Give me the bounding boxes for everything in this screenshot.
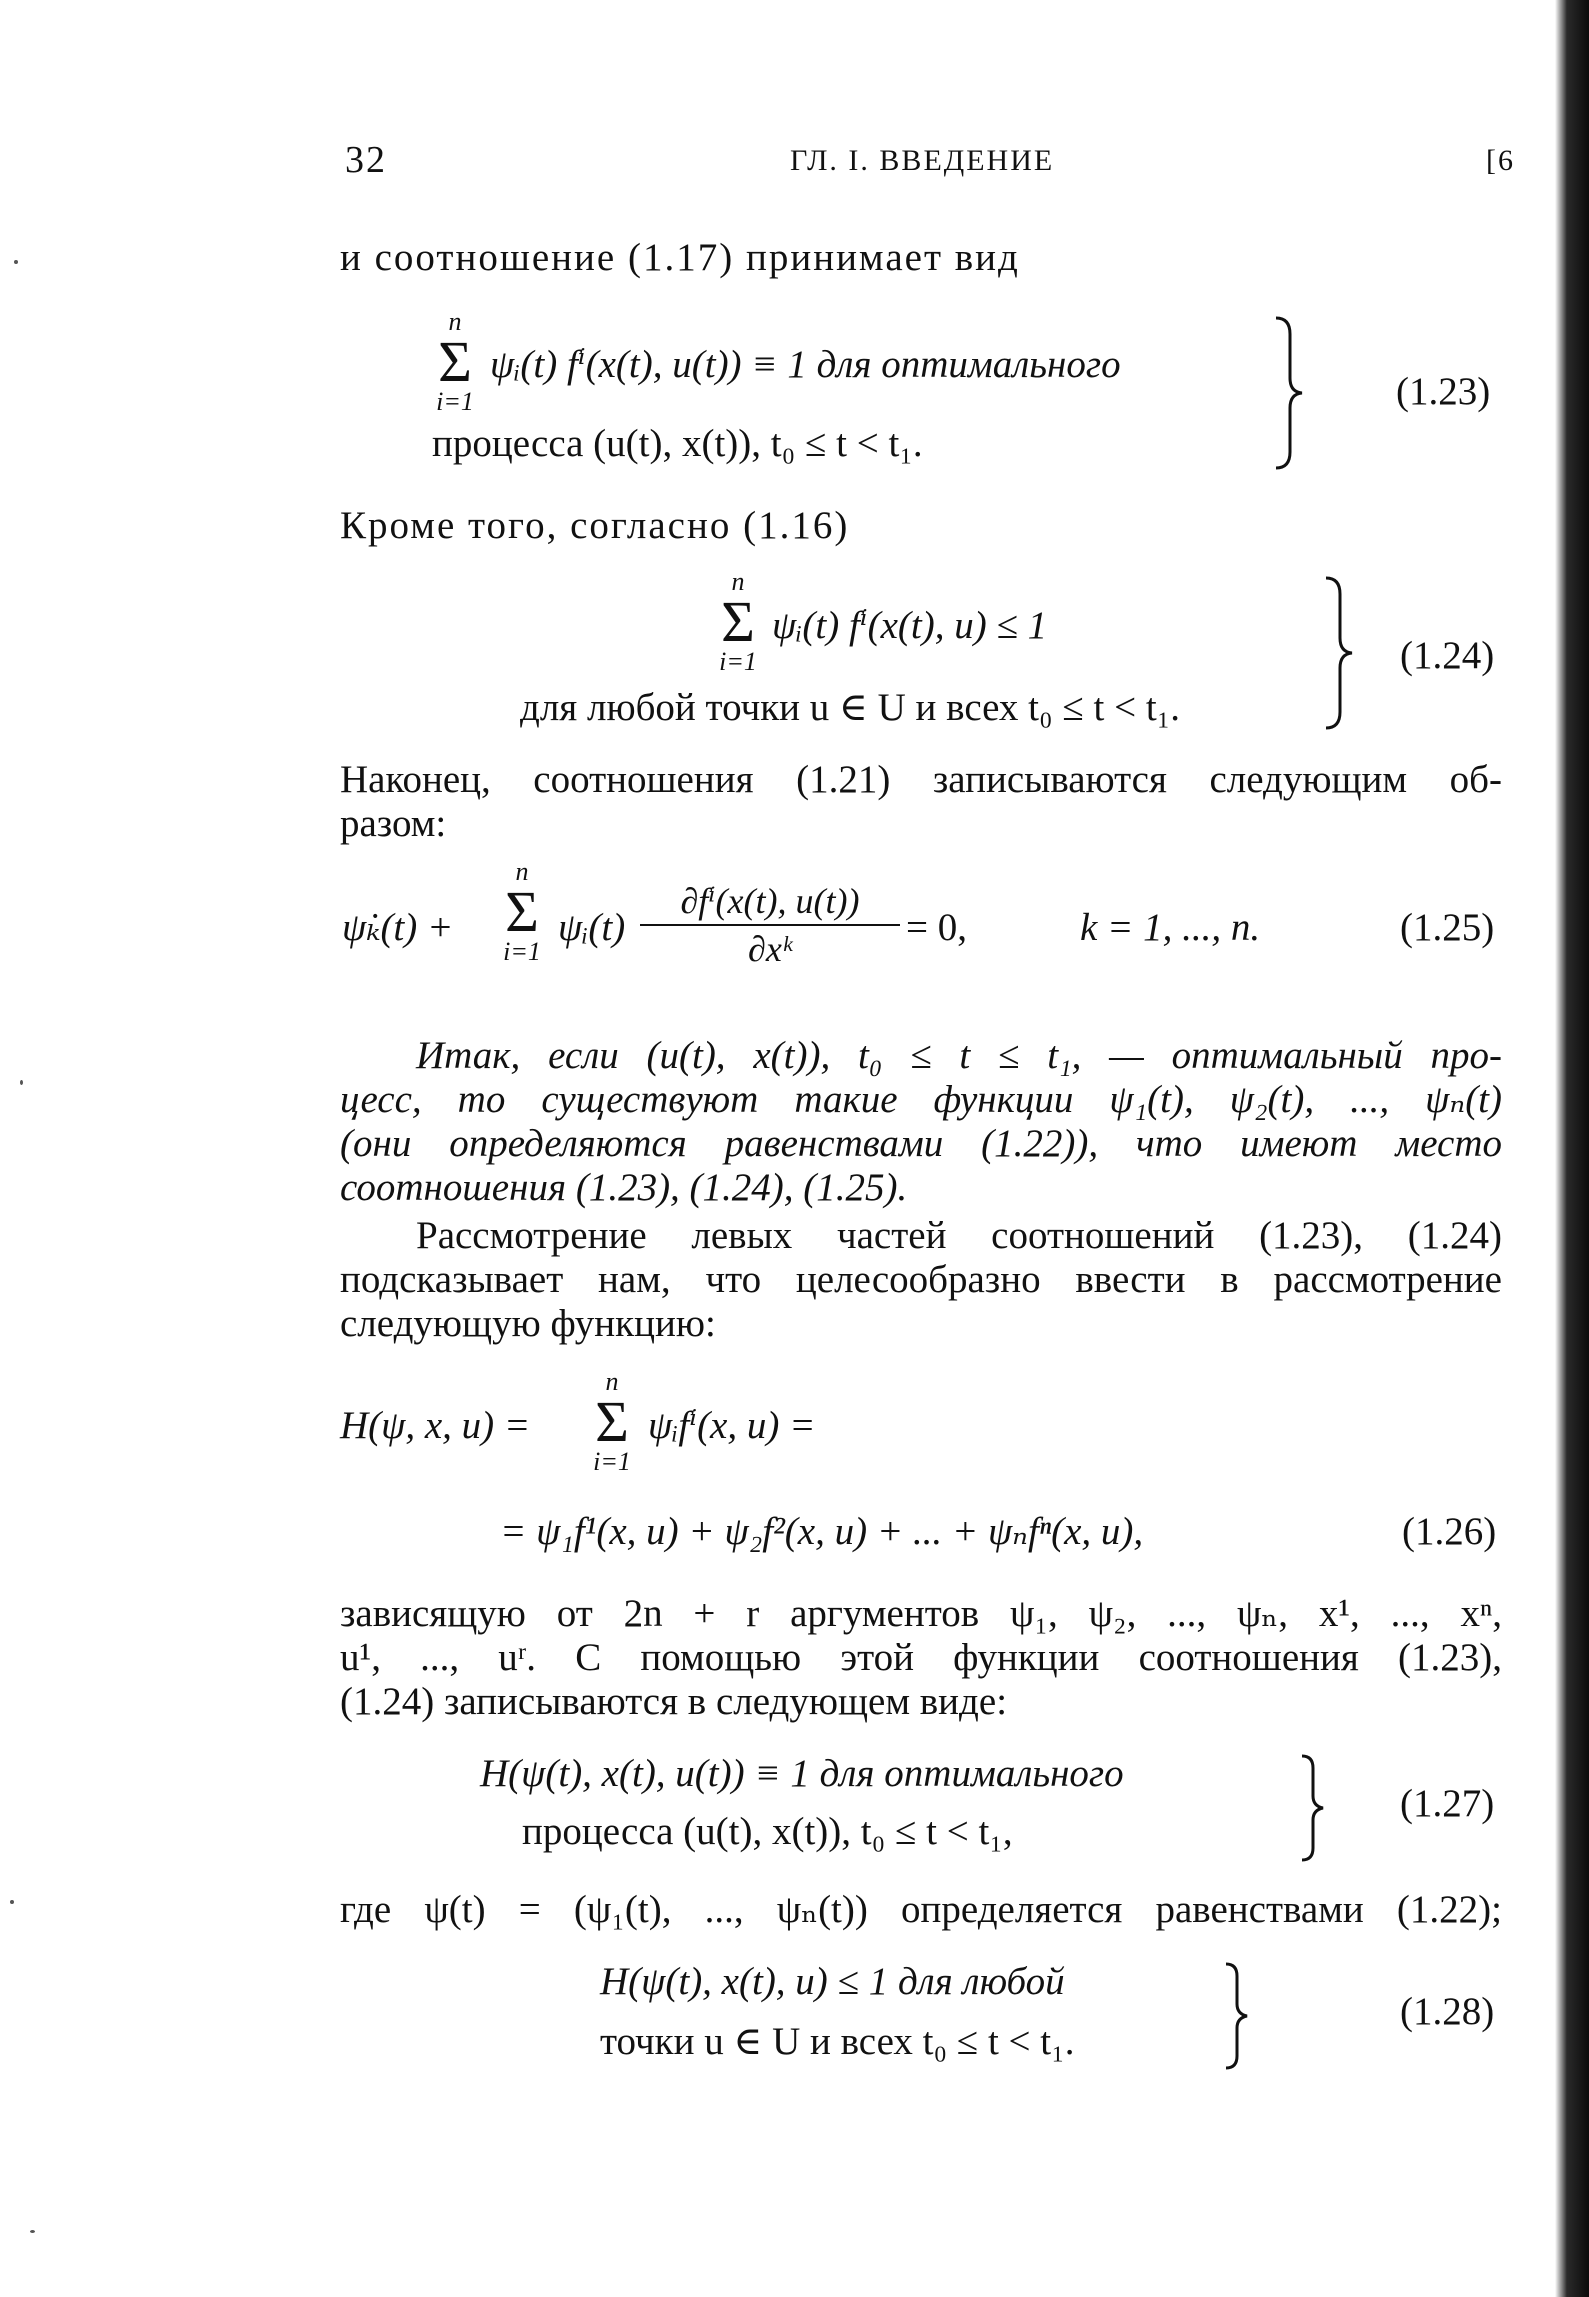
equation-1-26-lhs: H(ψ, x, u) = (340, 1404, 531, 1447)
sum-symbol: n Σ i=1 (593, 1367, 631, 1476)
text-line: Рассмотрение левых частей соотношений (1.23), (1.24) (416, 1214, 1502, 1257)
equation-number-1-26: (1.26) (1402, 1510, 1497, 1553)
paragraph-theorem (340, 1034, 1502, 1210)
right-brace-icon (1272, 314, 1306, 472)
scan-speck (30, 2230, 35, 2233)
scan-speck (20, 1080, 23, 1085)
sum-symbol: n Σ i=1 (719, 567, 757, 676)
equation-1-23-line2: процесса (u(t), x(t)), t₀ ≤ t < t₁. (432, 422, 923, 465)
equation-1-28-line2: точки u ∈ U и всех t₀ ≤ t < t₁. (600, 2020, 1075, 2063)
section-mark: [6 (1486, 144, 1515, 177)
text-line: подсказывает нам, что целесообразно ввести в рассмотрение (340, 1258, 1502, 1301)
paragraph-consideration (340, 1214, 1502, 1346)
equation-number-1-25: (1.25) (1400, 906, 1495, 949)
page-number: 32 (345, 139, 387, 181)
scan-speck (10, 1900, 14, 1904)
fraction-bar (640, 924, 900, 926)
paragraph-depends (340, 1592, 1502, 1724)
equation-number-1-23: (1.23) (1396, 370, 1491, 413)
equation-1-24-line1: ψᵢ(t) fⁱ(x(t), u) ≤ 1 (772, 604, 1048, 647)
text-line: (они определяются равенствами (1.22)), что имеют место (340, 1122, 1502, 1165)
text-line: цесс, то существуют такие функции ψ₁(t), ψ₂(t), ..., ψₙ(t) (340, 1078, 1502, 1121)
text-line: где ψ(t) = (ψ₁(t), ..., ψₙ(t)) определяется равенствами (1.22); (340, 1888, 1502, 1931)
equation-number-1-24: (1.24) (1400, 634, 1495, 677)
right-brace-icon (1322, 574, 1356, 732)
sum-symbol: n Σ i=1 (503, 857, 541, 966)
text-line: разом: (340, 802, 447, 845)
text-line: Наконец, соотношения (1.21) записываются следующим об- (340, 758, 1502, 801)
fraction-numerator: ∂fⁱ(x(t), u(t)) (680, 881, 860, 921)
text-line: (1.24) записываются в следующем виде: (340, 1680, 1008, 1723)
text-line: соотношения (1.23), (1.24), (1.25). (340, 1166, 908, 1209)
fraction-denominator: ∂xᵏ (748, 929, 792, 969)
equation-1-26-line2: = ψ₁f¹(x, u) + ψ₂f²(x, u) + ... + ψₙfⁿ(x, u), (500, 1510, 1144, 1553)
equation-number-1-27: (1.27) (1400, 1782, 1495, 1825)
equation-1-27-line2: процесса (u(t), x(t)), t₀ ≤ t < t₁, (522, 1810, 1013, 1853)
paragraph-where (340, 1888, 1502, 1932)
equation-1-25-range: k = 1, ..., n. (1080, 906, 1261, 949)
text-line: зависящую от 2n + r аргументов ψ₁, ψ₂, ..., ψₙ, x¹, ..., xⁿ, (340, 1592, 1502, 1635)
sum-symbol: n Σ i=1 (436, 307, 474, 416)
paragraph-intro: и соотношение (1.17) принимает вид (340, 236, 1020, 279)
text-line: Итак, если (u(t), x(t)), t₀ ≤ t ≤ t₁, — оптимальный про- (416, 1034, 1502, 1077)
equation-1-25-rhs: = 0, (906, 906, 967, 949)
chapter-title: ГЛ. I. ВВЕДЕНИЕ (790, 144, 1055, 177)
equation-1-23-line1: ψᵢ(t) fⁱ(x(t), u(t)) ≡ 1 для оптимального (490, 343, 1121, 386)
paragraph-finally (340, 758, 1502, 846)
equation-number-1-28: (1.28) (1400, 1990, 1495, 2033)
scanned-page-edge (1555, 0, 1589, 2297)
text-line: u¹, ..., uʳ. С помощью этой функции соотношения (1.23), (340, 1636, 1502, 1679)
paragraph-moreover: Кроме того, согласно (1.16) (340, 504, 850, 547)
equation-1-28-line1: H(ψ(t), x(t), u) ≤ 1 для любой (600, 1960, 1065, 2003)
equation-1-24-line2: для любой точки u ∈ U и всех t₀ ≤ t < t₁. (520, 686, 1181, 729)
right-brace-icon (1222, 1960, 1250, 2072)
right-brace-icon (1298, 1752, 1326, 1864)
equation-1-25-term: ψᵢ(t) (558, 906, 626, 949)
equation-1-25-fraction (640, 880, 900, 970)
equation-1-25-lhs: ψ̇ₖ(t) + (342, 906, 454, 949)
text-line: следующую функцию: (340, 1302, 716, 1345)
scan-speck (14, 260, 18, 264)
equation-1-27-line1: H(ψ(t), x(t), u(t)) ≡ 1 для оптимального (480, 1752, 1124, 1795)
equation-1-26-term: ψᵢfⁱ(x, u) = (648, 1404, 816, 1447)
